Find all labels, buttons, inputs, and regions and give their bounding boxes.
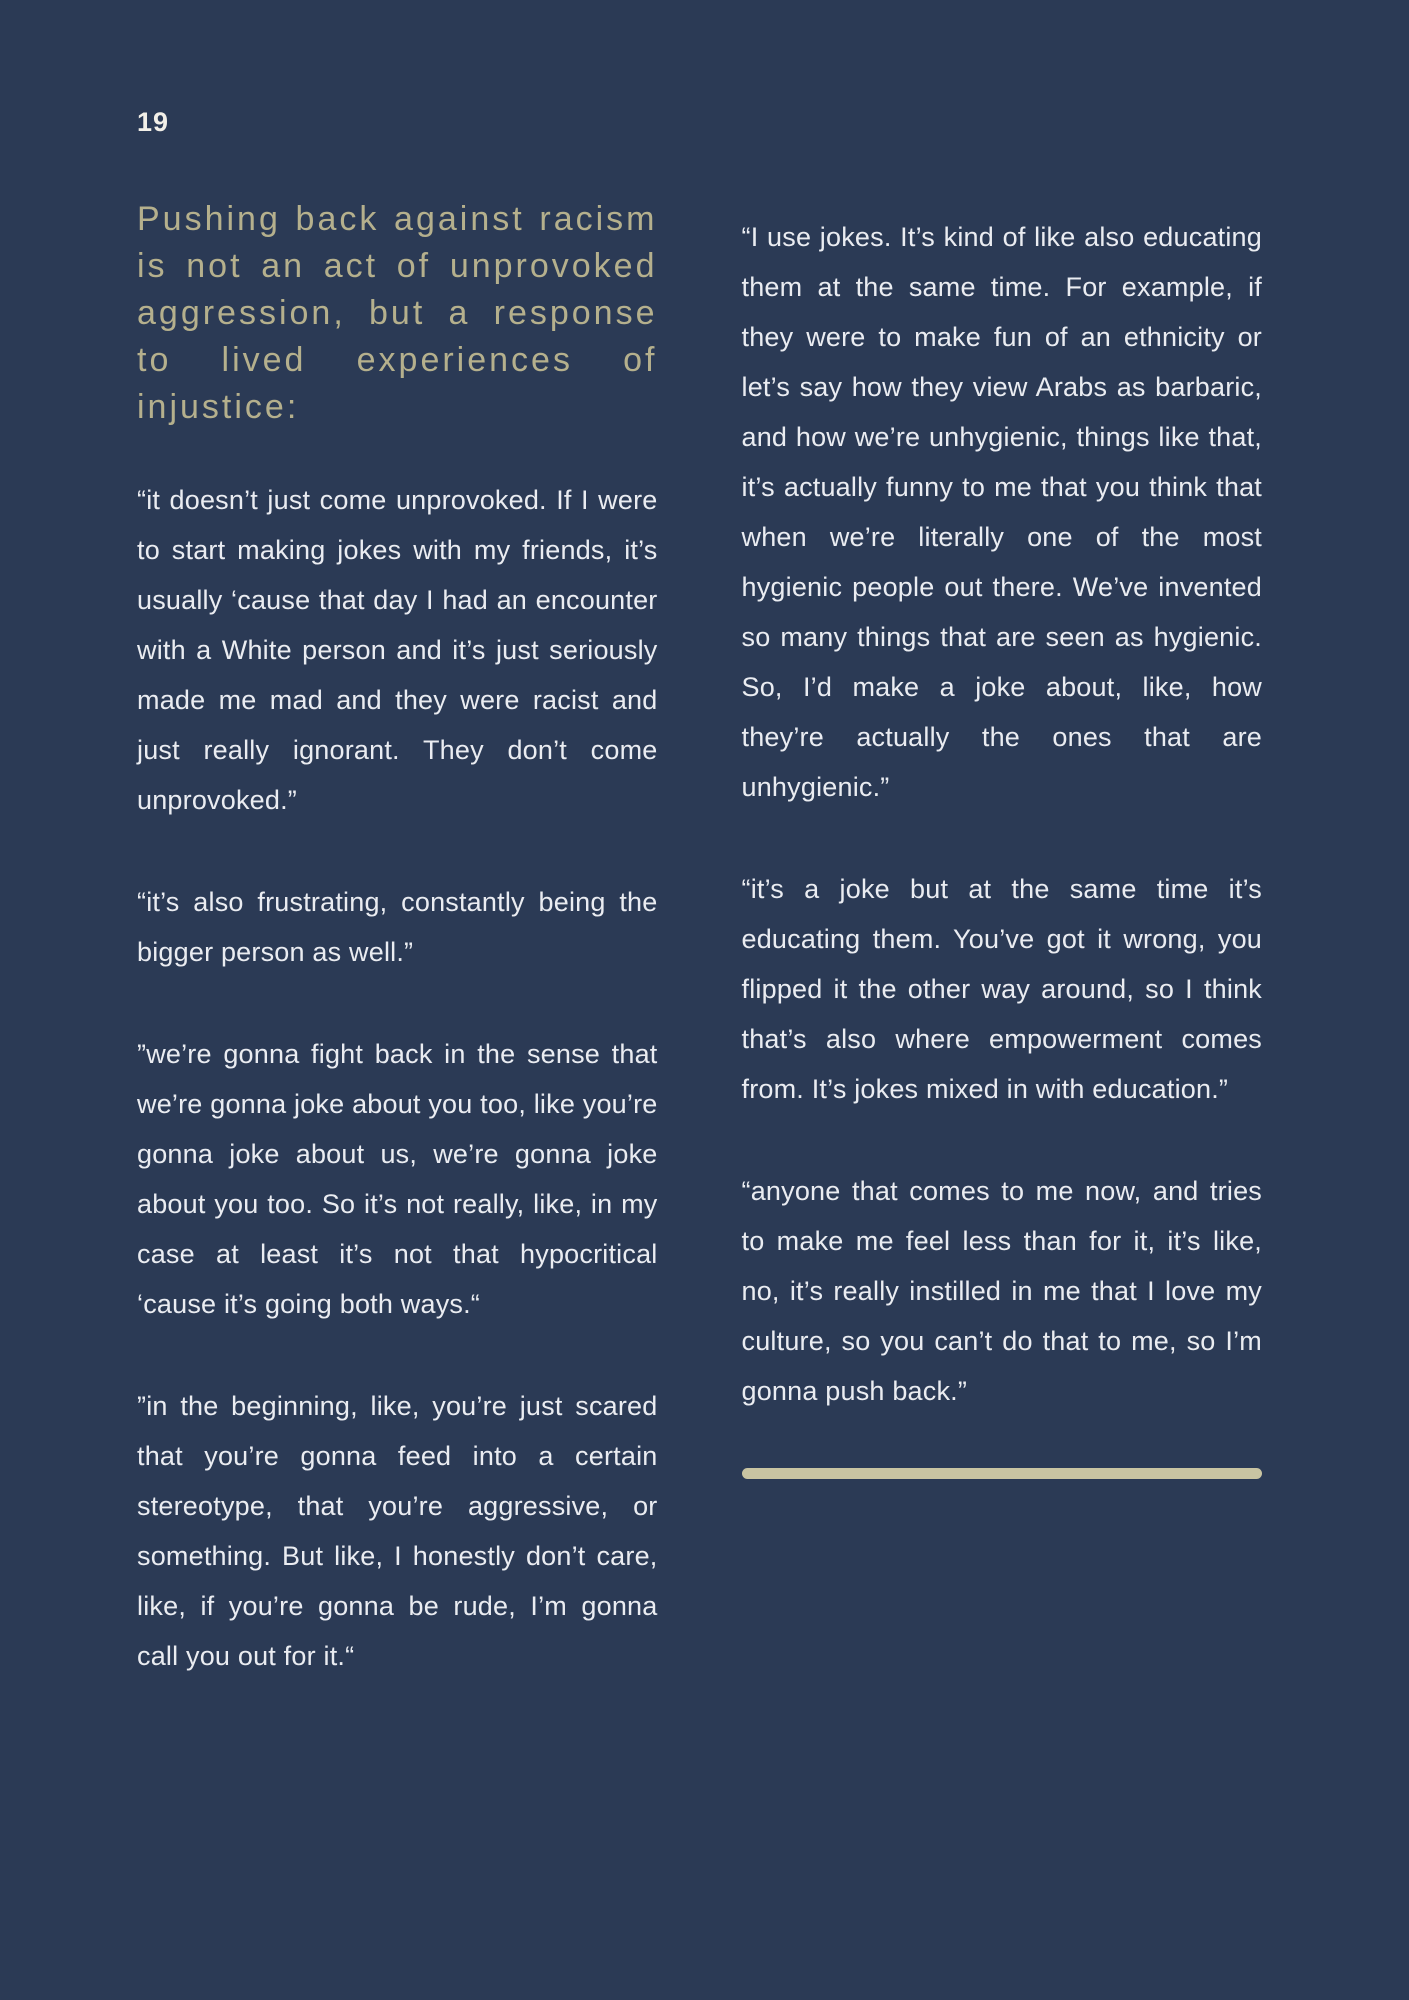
two-column-layout — [137, 196, 1262, 1733]
quote-paragraph: ”we’re gonna fight back in the sense that we’re gonna joke about you too, like you’re gonna joke about us, we’re gonna joke about you too. So it’s not really, like, in my case at least it’s not that hypocritical ‘cause it’s going both ways.“ — [137, 1039, 658, 1319]
quote-paragraph: “anyone that comes to me now, and tries to make me feel less than for it, it’s like, no, it’s really instilled in me that I love my culture, so you can’t do that to me, so I’m gonna push back.” — [741, 1176, 1262, 1406]
quote-paragraph: “it’s also frustrating, constantly being the bigger person as well.” — [137, 887, 658, 967]
quote-paragraph: “I use jokes. It’s kind of like also educating them at the same time. For example, if they were to make fun of an ethnicity or let’s say how they view Arabs as barbaric, and how we’re unhygienic, things like that, it’s actually funny to me that you think that when we’re literally one of the most hygienic people out there. We’ve invented so many things that are seen as hygienic. So, I’d make a joke about, like, how they’re actually the ones that are unhygienic.” — [741, 222, 1262, 802]
quote-paragraph: “it’s a joke but at the same time it’s educating them. You’ve got it wrong, you flipped it the other way around, so I think that’s also where empowerment comes from. It’s jokes mixed in with education.” — [741, 874, 1262, 1104]
section-heading: Pushing back against racism is not an act of unprovoked aggression, but a response to lived experiences of injustice: — [137, 200, 658, 426]
page-number: 19 — [137, 107, 170, 137]
left-column — [137, 196, 658, 1733]
quote-paragraph: ”in the beginning, like, you’re just scared that you’re gonna feed into a certain stereotype, that you’re aggressive, or something. But like, I honestly don’t care, like, if you’re gonna be rude, I’m gonna call you out for it.“ — [137, 1391, 658, 1671]
section-divider-line — [742, 1468, 1263, 1479]
quote-paragraph: “it doesn’t just come unprovoked. If I were to start making jokes with my friends, it’s usually ‘cause that day I had an encounter with a White person and it’s just seriously made me mad and they were racist and just really ignorant. They don’t come unprovoked.” — [137, 485, 658, 815]
right-column — [742, 196, 1263, 1733]
